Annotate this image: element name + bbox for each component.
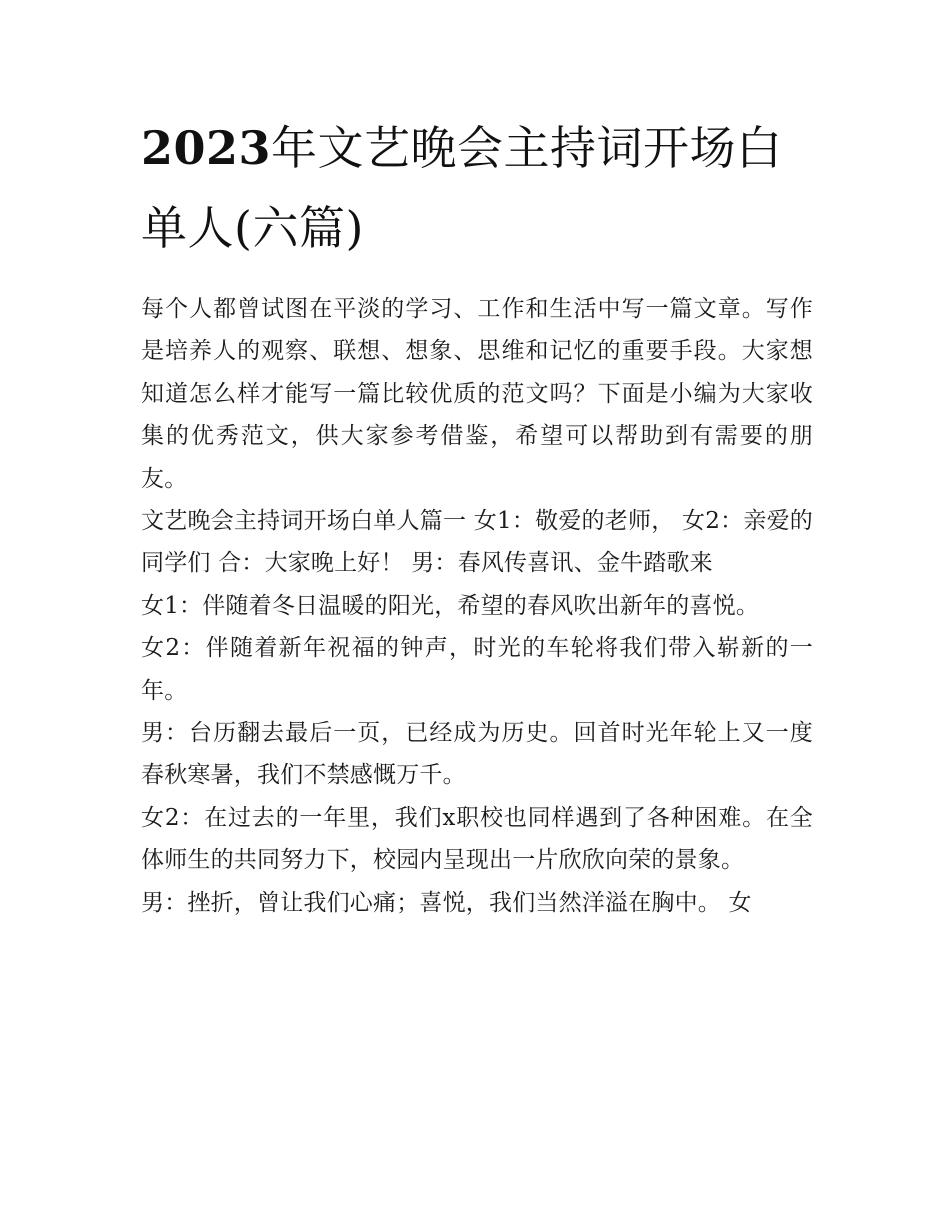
paragraph-host-female-2-second: 女2：在过去的一年里，我们x职校也同样遇到了各种困难。在全体师生的共同努力下，校园内呈现出一片欣欣向荣的景象。 xyxy=(141,804,813,874)
paragraph-host-male-second: 男：挫折，曾让我们心痛；喜悦，我们当然洋溢在胸中。 女 xyxy=(141,889,752,916)
paragraph-host-female-1: 女1：伴随着冬日温暖的阳光，希望的春风吹出新年的喜悦。 xyxy=(141,592,760,619)
paragraph-host-female-2: 女2：伴随着新年祝福的钟声，时光的车轮将我们带入崭新的一年。 xyxy=(141,635,813,704)
document-title xyxy=(141,108,813,268)
document-body xyxy=(141,108,813,924)
title-text: 年文艺晚会主持词开场白单人(六篇) xyxy=(141,121,783,255)
title-year: 2023 xyxy=(141,121,272,175)
paragraph-intro: 每个人都曾试图在平淡的学习、工作和生活中写一篇文章。写作是培养人的观察、联想、想象、思维和记忆的重要手段。大家想知道怎么样才能写一篇比较优质的范文吗？下面是小编为大家收集的优秀范文，供大家参考借鉴，希望可以帮助到有需要的朋友。 xyxy=(141,296,813,492)
paragraph-opening: 文艺晚会主持词开场白单人篇一 女1：敬爱的老师， 女2：亲爱的同学们 合：大家晚上好！ 男：春风传喜讯、金牛踏歌来 xyxy=(141,508,813,577)
paragraph-host-male: 男：台历翻去最后一页，已经成为历史。回首时光年轮上又一度春秋寒暑，我们不禁感慨万千。 xyxy=(141,720,813,789)
